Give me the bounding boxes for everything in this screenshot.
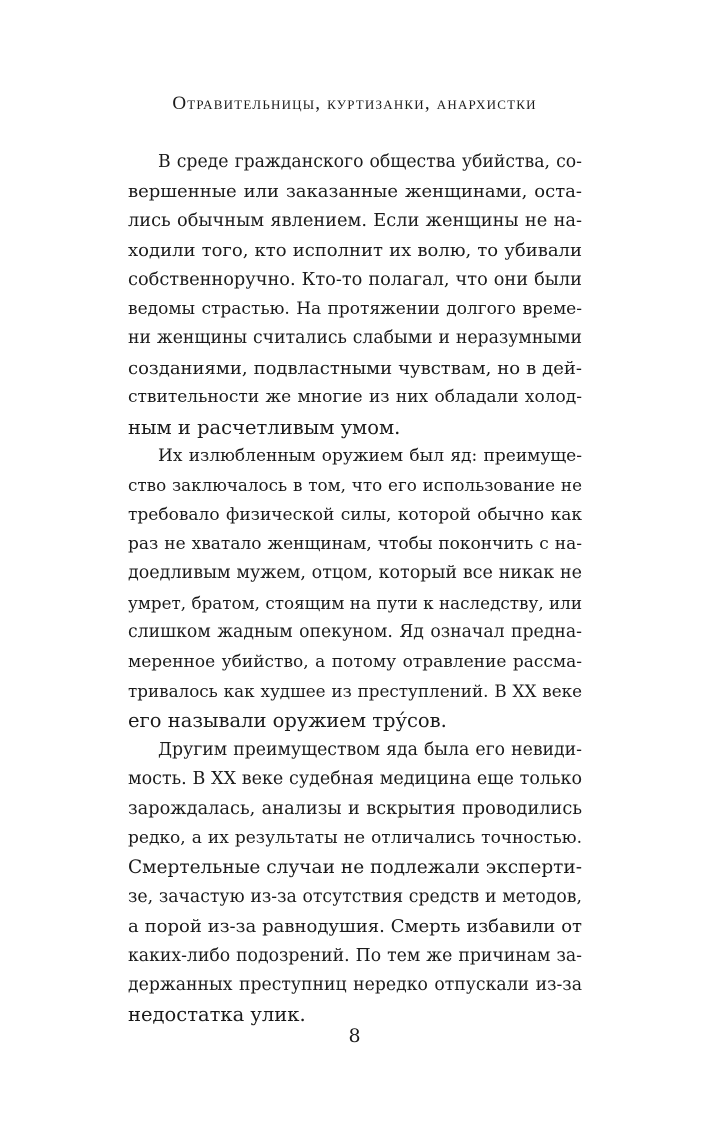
text-line: Другим преимуществом яда была его невиди- [158,739,582,760]
text-line: созданиями, подвластными чувствам, но в дей- [128,357,582,379]
body-text [128,148,582,1030]
text-line: умрет, братом, стоящим на пути к наследству, или [128,592,582,613]
running-head: Отравительницы, куртизанки, анархистки [172,93,537,114]
paragraph-2 [128,442,582,736]
text-line: каких-либо подозрений. По тем же причинам за- [128,945,582,966]
text-line: ведомы страстью. На протяжении долгого време- [128,298,582,319]
text-line: редко, а их результаты не отличались точностью. [128,827,582,848]
page-number: 8 [348,1025,361,1047]
text-line: ствительности же многие из них обладали холод- [128,387,582,408]
text-line: доедливым мужем, отцом, который все никак не [128,563,582,584]
text-line: ным и расчетливым умом. [128,415,401,439]
text-line: а порой из-за равнодушия. Смерть избавили от [128,916,582,938]
text-line: ходили того, кто исполнит их волю, то убивали [128,240,582,262]
text-line: раз не хватало женщинам, чтобы покончить с на- [128,534,582,555]
text-line: зарождалась, анализы и вскрытия проводились [128,798,582,819]
text-line: мость. В XX веке судебная медицина еще только [128,769,582,790]
text-line: Смертельные случаи не подлежали эксперти- [128,857,582,879]
text-line: вершенные или заказанные женщинами, оста- [128,181,582,203]
text-line: собственноручно. Кто-то полагал, что они были [128,269,582,290]
text-line: зе, зачастую из-за отсутствия средств и методов, [128,886,582,907]
text-line: держанных преступниц нередко отпускали из-за [128,974,582,995]
paragraph-3 [128,736,582,1030]
text-line: В среде гражданского общества убийства, со- [158,152,582,172]
paragraph-1 [128,148,582,442]
text-line: его называли оружием тру́сов. [128,709,447,733]
text-line: слишком жадным опекуном. Яд означал предна- [128,622,582,643]
text-line: тривалось как худшее из преступлений. В XX веке [128,681,582,702]
text-line: Их излюбленным оружием был яд: преимуще- [158,445,582,466]
text-line: требовало физической силы, которой обычно как [128,504,582,525]
text-line: ни женщины считались слабыми и неразумными [128,328,582,349]
text-line: меренное убийство, а потому отравление рассма- [128,651,582,672]
text-line: ство заключалось в том, что его использование не [128,475,582,496]
text-line: недостатка улик. [128,1003,306,1027]
text-line: лись обычным явлением. Если женщины не на- [128,210,582,231]
